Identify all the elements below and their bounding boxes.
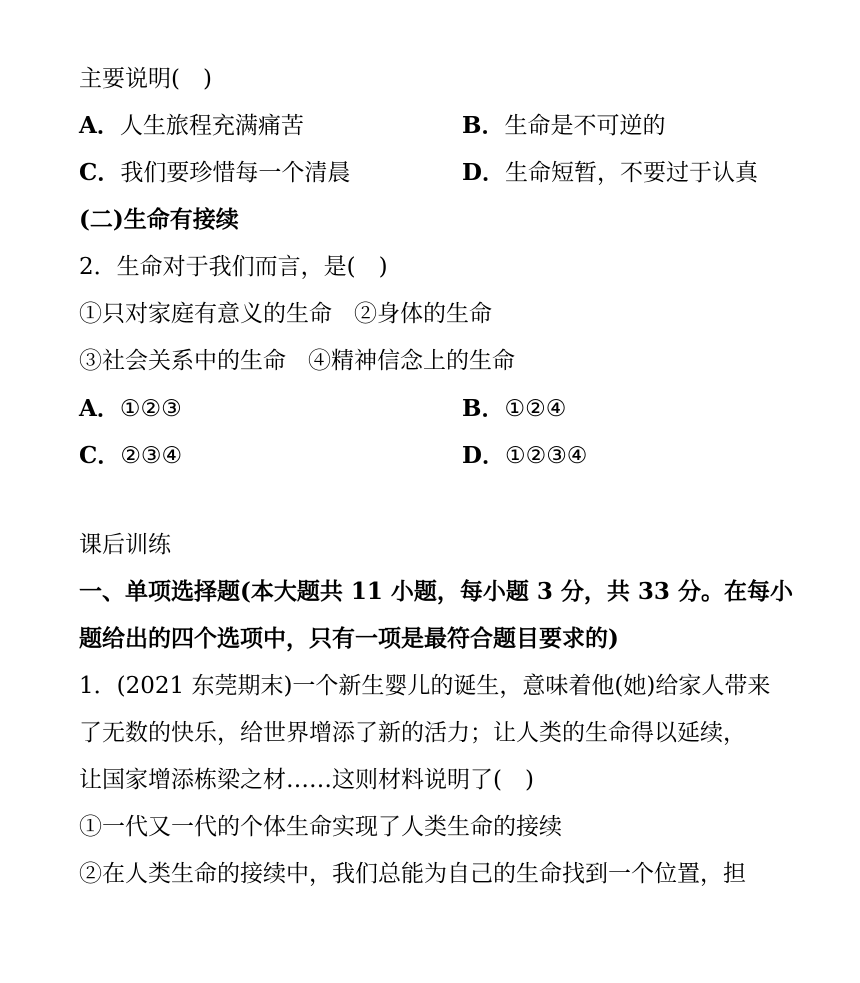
statement-1: ①只对家庭有意义的生命	[79, 301, 332, 327]
q2-option-b	[462, 394, 566, 424]
option-c-letter: C．	[79, 159, 121, 186]
option-b	[462, 111, 665, 141]
q2-option-d-text: ①②③④	[504, 443, 588, 469]
statement-4: ④精神信念上的生命	[308, 348, 515, 374]
option-a	[79, 113, 304, 139]
option-a-text: 人生旅程充满痛苦	[119, 113, 304, 139]
q2-statements-row-1	[79, 299, 799, 329]
q2-option-b-text: ①②④	[504, 396, 567, 422]
part1-heading-line-2: 题给出的四个选项中，只有一项是最符合题目要求的)	[79, 625, 619, 652]
q1-stem-tail: 主要说明( )	[79, 66, 212, 92]
ac-q1-line-1: 1．(2021 东莞期末)一个新生婴儿的诞生，意味着他(她)给家人带来	[79, 673, 771, 699]
option-a-letter: A．	[79, 112, 120, 139]
statement-3: ③社会关系中的生命	[79, 348, 286, 374]
q2-option-a	[79, 396, 182, 422]
ac-q1-statement-1: ①一代又一代的个体生命实现了人类生命的接续	[79, 814, 562, 840]
ac-q1-statement-2: ②在人类生命的接续中，我们总能为自己的生命找到一个位置，担	[79, 861, 746, 887]
ac-q1-line-3: 让国家增添栋梁之材……这则材料说明了( )	[79, 767, 534, 793]
q1-options-row-1	[79, 111, 799, 141]
option-b-letter: B．	[462, 112, 505, 139]
q2-stem: 2．生命对于我们而言，是( )	[79, 254, 388, 280]
q2-option-a-text: ①②③	[119, 396, 182, 422]
option-c	[79, 160, 350, 186]
ac-q1-line-2: 了无数的快乐，给世界增添了新的活力；让人类的生命得以延续，	[79, 720, 746, 746]
q1-options-row-2	[79, 158, 799, 188]
after-class-title: 课后训练	[79, 532, 171, 558]
option-d	[462, 158, 758, 188]
statement-2: ②身体的生命	[354, 301, 492, 327]
q2-option-b-letter: B．	[462, 395, 505, 422]
option-b-text: 生命是不可逆的	[504, 113, 666, 139]
q2-option-c	[79, 443, 182, 469]
q2-options-row-2	[79, 441, 799, 471]
q2-option-c-text: ②③④	[120, 443, 183, 469]
q2-option-d	[462, 441, 587, 471]
q2-option-c-letter: C．	[79, 442, 121, 469]
q2-option-d-letter: D．	[462, 442, 505, 469]
option-d-letter: D．	[462, 159, 505, 186]
option-d-text: 生命短暂，不要过于认真	[504, 160, 758, 186]
section-heading: (二)生命有接续	[79, 206, 239, 233]
option-c-text: 我们要珍惜每一个清晨	[120, 160, 351, 186]
q2-options-row-1	[79, 394, 799, 424]
part1-heading-line-1: 一、单项选择题(本大题共 11 小题，每小题 3 分，共 33 分。在每小	[79, 578, 793, 605]
q2-option-a-letter: A．	[79, 395, 120, 422]
q2-statements-row-2	[79, 346, 799, 376]
